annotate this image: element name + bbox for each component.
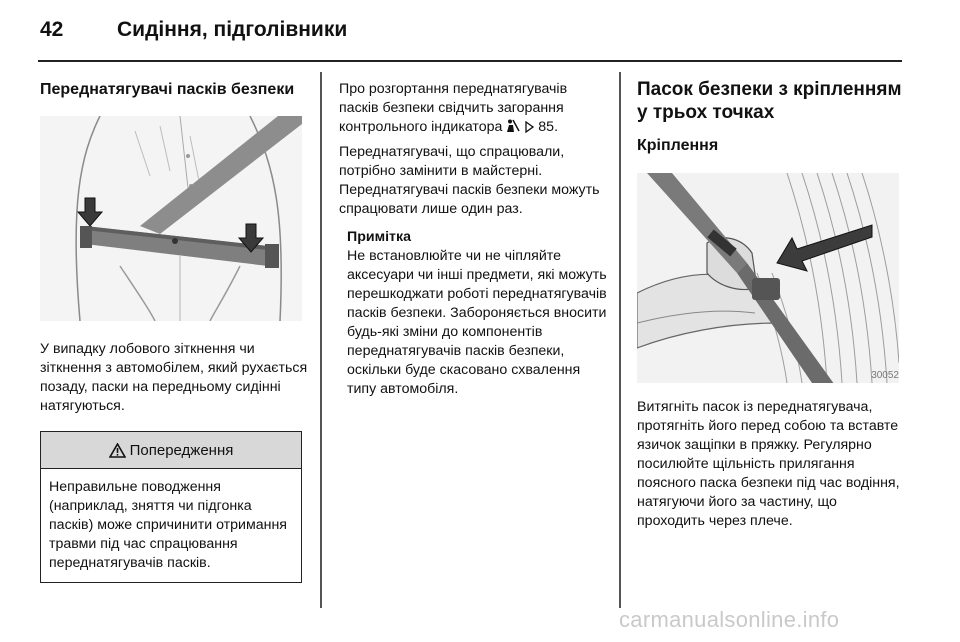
warning-header bbox=[41, 432, 301, 469]
warning-title: Попередження bbox=[129, 441, 234, 459]
figure-code: 30052 bbox=[871, 370, 899, 381]
middle-column bbox=[339, 80, 607, 399]
page-reference-icon bbox=[524, 121, 534, 133]
belt-fastening-illustration bbox=[637, 173, 899, 383]
section-heading-pretensioners: Переднатягувачі пасків безпеки bbox=[40, 81, 295, 98]
page-reference[interactable]: 85. bbox=[538, 119, 559, 135]
deployment-text: Про розгортання переднатягувачів пасків безпеки свідчить загорання контрольного індикатора bbox=[339, 81, 568, 135]
watermark: carmanualsonline.info bbox=[619, 607, 840, 632]
right-column bbox=[637, 78, 905, 531]
seatbelt-indicator-icon bbox=[506, 119, 520, 133]
page-number: 42 bbox=[40, 18, 64, 41]
column-divider-1 bbox=[320, 72, 322, 608]
column-divider-2 bbox=[619, 72, 621, 608]
page-title: Сидіння, підголівники bbox=[117, 18, 348, 41]
fastening-instructions: Витягніть пасок із переднатягувача, протягніть його перед собою та вставте язичок защіпки в пряжку. Регулярно посилюйте щільність прилягання поясного паска безпеки під час водіння, натягуючи його за частину, що проходить через плече. bbox=[637, 399, 900, 529]
subheading-fastening: Кріплення bbox=[637, 137, 719, 154]
pretensioner-description: У випадку лобового зіткнення чи зіткнення з автомобілем, який рухається позаду, паски на передньому сидінні натягуються. bbox=[40, 341, 308, 414]
note-text: Не встановлюйте чи не чіпляйте аксесуари чи інші предмети, які можуть перешкоджати роботі переднатягувачів пасків безпеки. Забороняється вносити будь-які зміни до компонентів переднатягувачів пасків безпеки, оскільки буде скасовано схвалення типу автомобіля. bbox=[347, 248, 607, 397]
note-title: Примітка bbox=[347, 229, 411, 245]
warning-text: Неправильне поводження (наприклад, зняття чи підгонка пасків) може спричинити отримання травми під час спрацювання переднатягувачів пасків. bbox=[49, 479, 287, 571]
left-column bbox=[40, 80, 308, 583]
deployment-paragraph bbox=[339, 80, 607, 137]
warning-triangle-icon bbox=[109, 443, 126, 458]
header-rule bbox=[38, 60, 902, 62]
warning-box bbox=[40, 431, 302, 583]
belt-pretensioner-illustration bbox=[40, 116, 302, 321]
note-block bbox=[339, 228, 607, 399]
replacement-paragraph: Переднатягувачі, що спрацювали, потрібно замінити в майстерні. Переднатягувачі пасків безпеки можуть спрацювати лише один раз. bbox=[339, 144, 600, 217]
section-heading-three-point-belt: Пасок безпеки з кріпленням у трьох точках bbox=[637, 79, 902, 123]
